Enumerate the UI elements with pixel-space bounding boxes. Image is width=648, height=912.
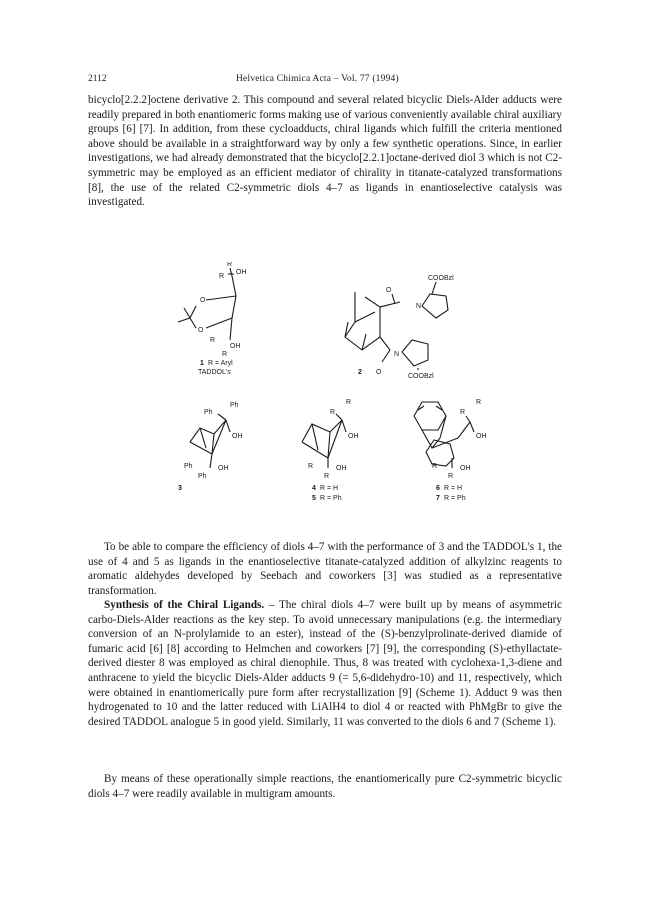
structure-6-7-dibenzobarrelene-diol [414,399,487,502]
svg-text:Ph: Ph [198,473,207,480]
svg-text:TADDOL's: TADDOL's [198,369,231,376]
svg-text:R = Ph: R = Ph [320,495,342,502]
svg-text:R: R [460,409,466,416]
svg-text:7: 7 [436,495,440,502]
svg-text:R: R [219,273,225,280]
svg-text:4: 4 [312,485,316,492]
svg-text:R: R [330,409,336,416]
svg-text:R: R [227,262,233,268]
svg-text:OH: OH [476,433,487,440]
svg-text:N: N [416,303,422,310]
svg-text:O: O [198,327,204,334]
svg-text:R: R [432,463,438,470]
paragraph-synthesis-body: – The chiral diols 4–7 were built up by means of asymmetric carbo-Diels-Alder reactions as the key step. To avoid unnecessary manipulations (e.g. the intermediary conversion of an N-prolylamide to an ester), instead of the (S)-benzylprolinate-derived diamide of fumaric acid [6] [8] according to Helmchen and coworkers [7] [9], the corresponding (S)-ethyllactate-derived diester 8 was employed as chiral dienophile. Thus, 8 was treated with cyclohexa-1,3-diene and anthracene to yield the bicyclic Diels-Alder adducts 9 (= 5,6-didehydro-10) and 11, respectively, which were obtained in enantiomerically pure form after recrystallization [9] (Scheme 1). Adduct 9 was then hydrogenated to 10 and the latter reduced with LiAlH4 to diol 4 or reacted with PhMgBr to give the desired TADDOL analogue 5 in good yield. Similarly, 11 was converted to the diols 6 and 7 (Scheme 1). [88,599,562,728]
svg-text:N: N [394,351,400,358]
svg-text:R = Aryl: R = Aryl [208,360,233,367]
svg-text:OH: OH [230,343,241,350]
svg-text:2: 2 [358,369,362,376]
svg-text:COOBzl: COOBzl [428,275,454,282]
structure-3-norbornane-diol [178,402,243,492]
paragraph-conclusion: By means of these operationally simple reactions, the enantiomerically pure C2-symmetric bicyclic diols 4–7 were readily available in multigram amounts. [88,773,562,800]
svg-text:R = Ph: R = Ph [444,495,466,502]
page-number: 2112 [88,74,107,84]
svg-text:OH: OH [336,465,347,472]
svg-text:R: R [308,463,314,470]
svg-text:OH: OH [218,465,229,472]
svg-text:O: O [376,369,382,376]
svg-text:OH: OH [460,465,471,472]
chemical-structures-figure [170,262,510,527]
svg-text:O: O [200,297,206,304]
svg-text:O: O [386,287,392,294]
svg-text:R: R [324,473,330,480]
structure-2-bicyclooctene-diamide [345,275,454,380]
svg-text:R: R [448,473,454,480]
svg-text:Ph: Ph [184,463,193,470]
svg-text:6: 6 [436,485,440,492]
structure-4-5-bicyclooctane-diol [302,399,359,502]
svg-text:R: R [222,351,228,358]
journal-running-head: Helvetica Chimica Acta – Vol. 77 (1994) [236,74,399,84]
paragraph-synthesis [88,598,562,729]
page-header [88,74,562,88]
paragraph-intro: bicyclo[2.2.2]octene derivative 2. This compound and several related bicyclic Diels-Alder adducts were readily prepared in both enantiomeric forms making use of various conveniently available chiral auxiliary groups [6] [7]. In addition, from these cycloadducts, chiral ligands which fulfill the criteria mentioned above should be available in a straightforward way by only a few synthetic operations. Since, in earlier investigations, we had already demonstrated that the bicyclo[2.2.1]octane-derived diol 3 which is not C2-symmetric may be employed as an efficient mediator of chirality in titanate-catalyzed transformations [8], the use of the related C2-symmetric diols 4–7 as ligands in enantioselective catalysis was investigated. [88,94,562,209]
svg-text:R = H: R = H [320,485,339,492]
svg-text:3: 3 [178,485,182,492]
svg-text:Ph: Ph [230,402,239,409]
svg-text:1: 1 [200,360,204,367]
svg-text:R: R [346,399,352,406]
svg-text:COOBzl: COOBzl [408,373,434,380]
svg-text:R = H: R = H [444,485,463,492]
svg-text:OH: OH [232,433,243,440]
svg-text:5: 5 [312,495,316,502]
svg-text:R: R [210,337,216,344]
svg-text:OH: OH [348,433,359,440]
paragraph-comparison: To be able to compare the efficiency of diols 4–7 with the performance of 3 and the TADDOL's 1, the use of 4 and 5 as ligands in the enantioselective titanate-catalyzed addition of alkylzinc reagents to aromatic aldehydes developed by Seebach and coworkers [3] was studied as a representative transformation. [88,541,562,597]
svg-text:Ph: Ph [204,409,213,416]
section-heading-synthesis: Synthesis of the Chiral Ligands. [104,599,265,611]
svg-text:OH: OH [236,269,247,276]
structure-1-taddol [178,262,247,376]
svg-text:R: R [476,399,482,406]
